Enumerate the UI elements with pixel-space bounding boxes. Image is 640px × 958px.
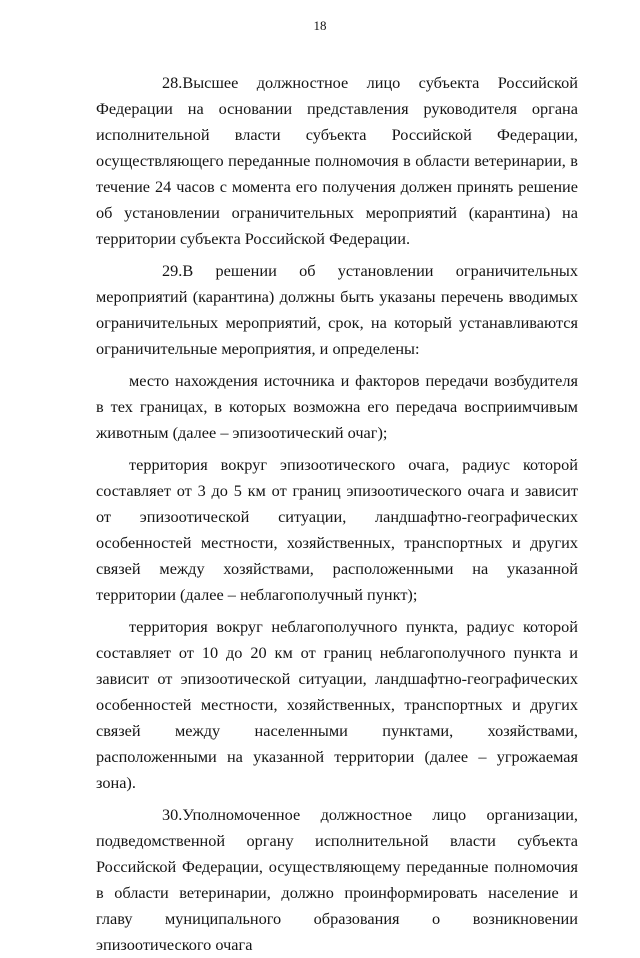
paragraph-text: Уполномоченное должностное лицо организации, подведомственной органу исполнительной власти субъекта Российской Федерации, осуществляющему переданные полномочия в области ветеринарии, должно проинформировать население и главу муниципального образования о возникновении эпизоотического очага [96, 805, 578, 954]
paragraph-number: 30. [162, 805, 183, 824]
paragraph-29 [96, 258, 578, 362]
document-body [96, 70, 578, 958]
paragraph-number: 29. [162, 261, 183, 280]
list-item-epizootic-focus: место нахождения источника и факторов передачи возбудителя в тех границах, в которых возможна его передача восприимчивым животным (далее – эпизоотический очаг); [96, 371, 578, 442]
paragraph-number: 28. [162, 73, 183, 92]
paragraph-28 [96, 70, 578, 252]
page-number: 18 [313, 18, 327, 33]
paragraph-text: В решении об установлении ограничительных мероприятий (карантина) должны быть указаны перечень вводимых ограничительных мероприятий, срок, на который устанавливаются ограничительные мероприятия, и определены: [96, 261, 578, 358]
list-item-unfavorable-point: территория вокруг эпизоотического очага, радиус которой составляет от 3 до 5 км от границ эпизоотического очага и зависит от эпизоотической ситуации, ландшафтно-географических особенностей местности, хозяйственных, транспортных и других связей между хозяйствами, расположенными на указанной территории (далее – неблагополучный пункт); [96, 455, 578, 604]
paragraph-text: Высшее должностное лицо субъекта Российской Федерации на основании представления руководителя органа исполнительной власти субъекта Российской Федерации, осуществляющего переданные полномочия в области ветеринарии, в течение 24 часов с момента его получения должен принять решение об установлении ограничительных мероприятий (карантина) на территории субъекта Российской Федерации. [96, 73, 578, 248]
paragraph-30 [96, 802, 578, 958]
list-item-threatened-zone: территория вокруг неблагополучного пункта, радиус которой составляет от 10 до 20 км от границ неблагополучного пункта и зависит от эпизоотической ситуации, ландшафтно-географических особенностей местности, хозяйственных, транспортных и других связей между населенными пунктами, хозяйствами, расположенными на указанной территории (далее – угрожаемая зона). [96, 617, 578, 792]
